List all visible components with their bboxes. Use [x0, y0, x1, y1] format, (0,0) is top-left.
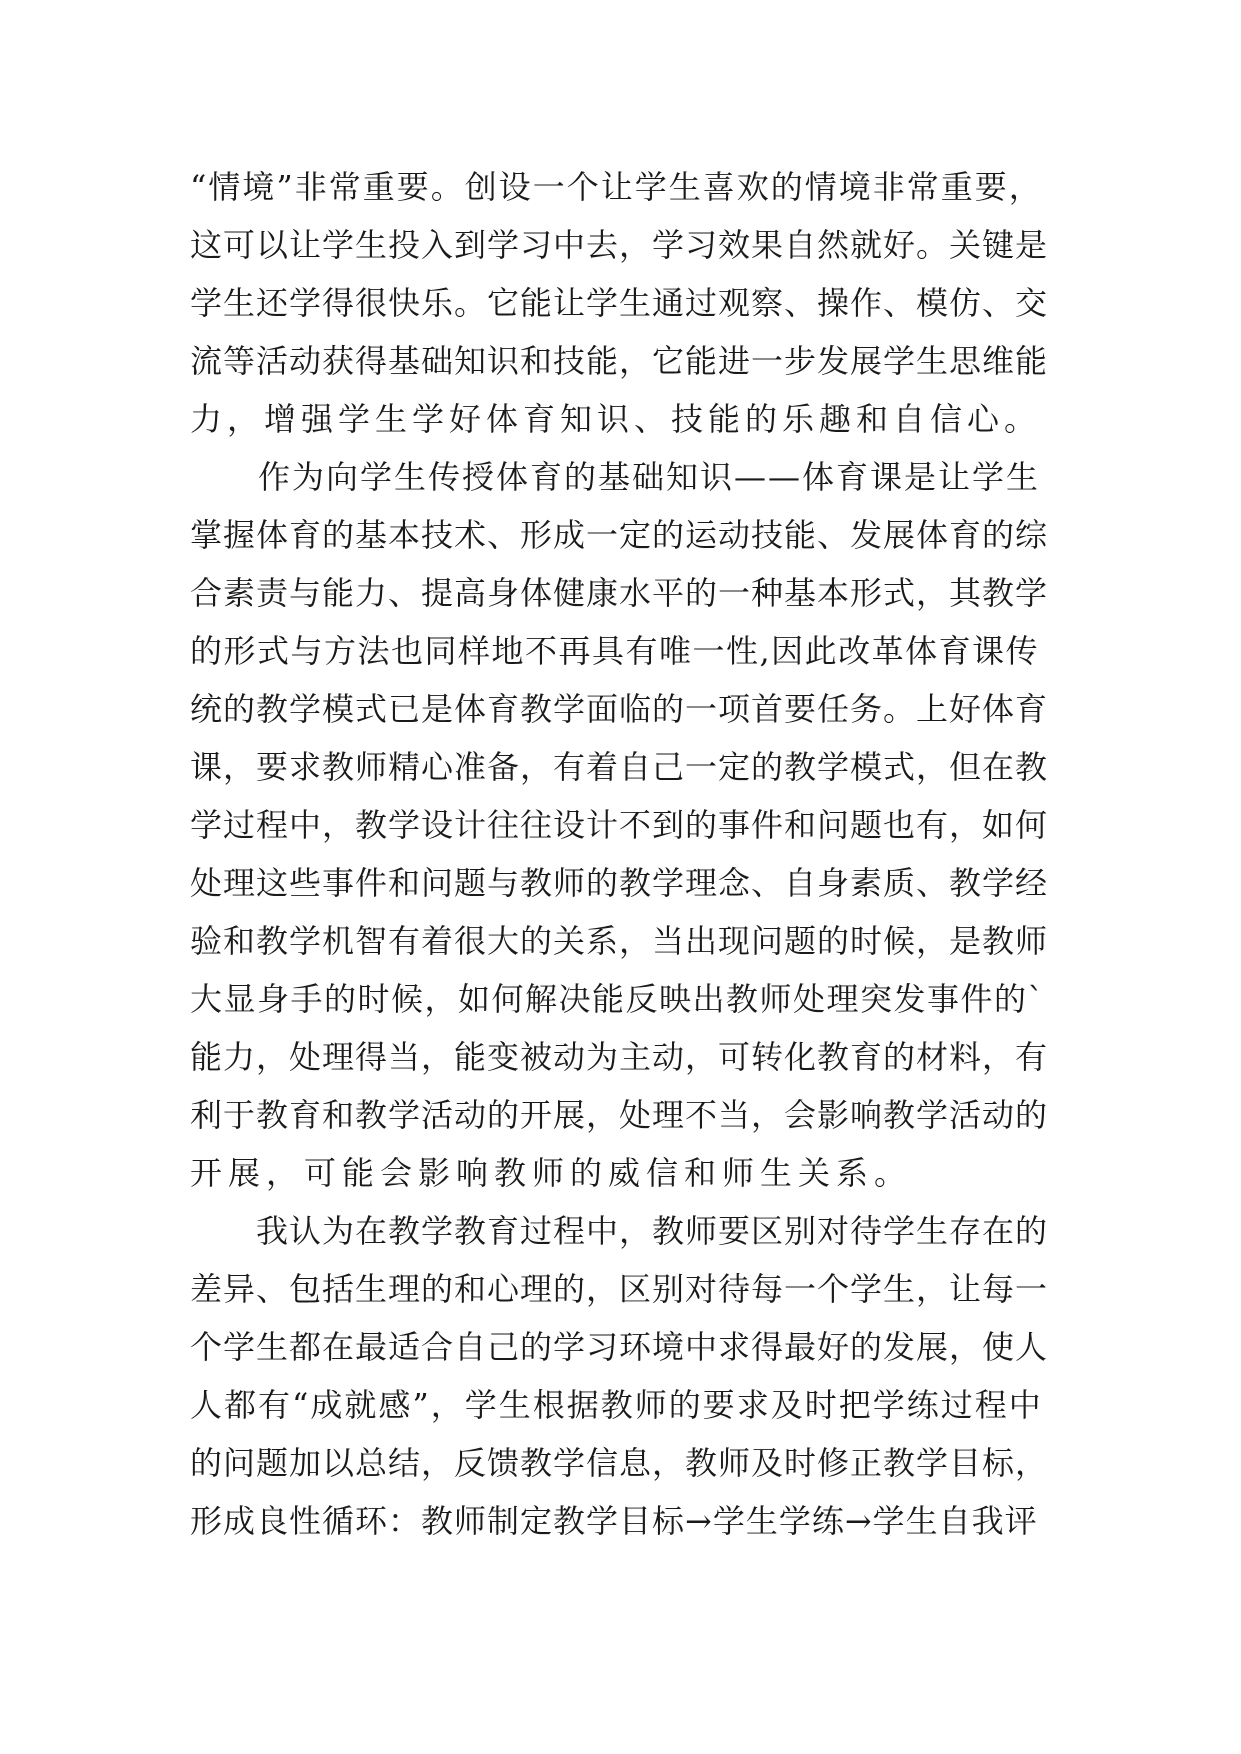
text-line: 学过程中，教学设计往往设计不到的事件和问题也有，如何 — [190, 806, 1049, 844]
text-line: “情境”非常重要。创设一个让学生喜欢的情境非常重要， — [190, 168, 1043, 206]
text-line: 力，增强学生学好体育知识、技能的乐趣和自信心。 — [190, 400, 1042, 438]
text-line: 个学生都在最适合自己的学习环境中求得最好的发展，使人 — [190, 1328, 1049, 1366]
text-line: 流等活动获得基础知识和技能，它能进一步发展学生思维能 — [190, 342, 1049, 380]
text-line: 验和教学机智有着很大的关系，当出现问题的时候，是教师 — [190, 922, 1049, 960]
body-text — [190, 158, 1050, 1550]
text-line: 掌握体育的基本技术、形成一定的运动技能、发展体育的综 — [190, 516, 1049, 554]
text-line: 作为向学生传授体育的基础知识——体育课是让学生 — [190, 458, 1041, 496]
text-line: 课，要求教师精心准备，有着自己一定的教学模式，但在教 — [190, 748, 1049, 786]
text-line: 统的教学模式已是体育教学面临的一项首要任务。上好体育 — [190, 690, 1049, 728]
text-line: 人都有“成就感”，学生根据教师的要求及时把学练过程中 — [190, 1386, 1043, 1424]
text-line: 利于教育和教学活动的开展，处理不当，会影响教学活动的 — [190, 1096, 1049, 1134]
text-line: 学生还学得很快乐。它能让学生通过观察、操作、模仿、交 — [190, 284, 1049, 322]
text-line: 我认为在教学教育过程中，教师要区别对待学生存在的 — [190, 1212, 1049, 1250]
text-line: 的问题加以总结，反馈教学信息，教师及时修正教学目标， — [190, 1444, 1049, 1482]
text-line: 能力，处理得当，能变被动为主动，可转化教育的材料，有 — [190, 1038, 1049, 1076]
text-line: 开展，可能会影响教师的威信和师生关系。 — [190, 1154, 913, 1192]
text-line: 的形式与方法也同样地不再具有唯一性,因此改革体育课传 — [190, 632, 1040, 670]
text-line: 这可以让学生投入到学习中去，学习效果自然就好。关键是 — [190, 226, 1049, 264]
text-line: 大显身手的时候，如何解决能反映出教师处理突发事件的` — [190, 980, 1046, 1018]
text-line: 处理这些事件和问题与教师的教学理念、自身素质、教学经 — [190, 864, 1049, 902]
text-line: 差异、包括生理的和心理的，区别对待每一个学生，让每一 — [190, 1270, 1049, 1308]
text-line: 合素责与能力、提高身体健康水平的一种基本形式，其教学 — [190, 574, 1049, 612]
text-line: 形成良性循环：教师制定教学目标→学生学练→学生自我评 — [190, 1502, 1038, 1540]
